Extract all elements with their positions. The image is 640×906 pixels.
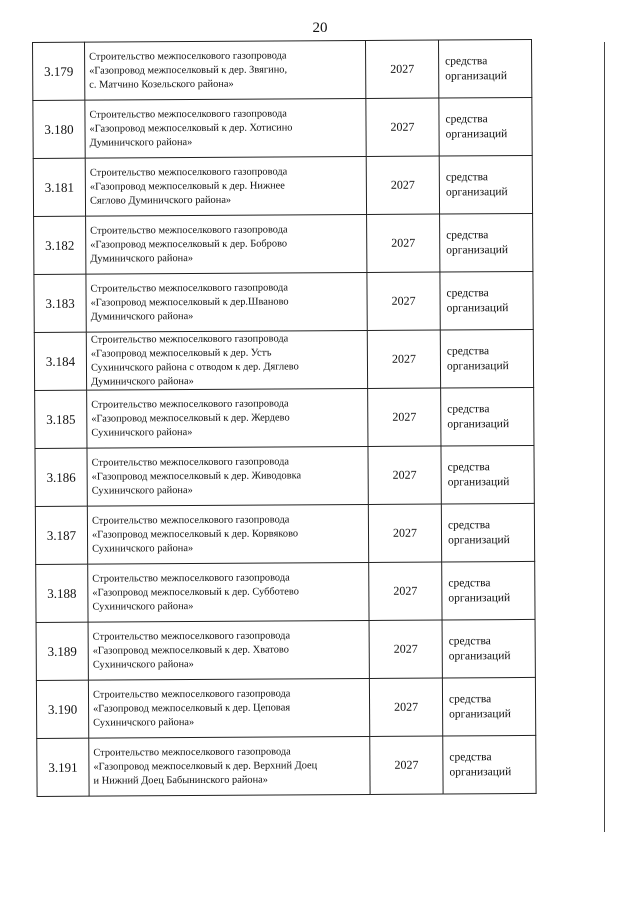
description-line: Строительство межпоселкового газопровода: [93, 745, 291, 759]
description-line: Сухиничского района»: [92, 658, 194, 671]
description-line: «Газопровод межпоселковый к дер. Корвяково: [91, 527, 299, 541]
funding-source: [442, 677, 535, 736]
item-description: [88, 678, 369, 738]
item-number: 3.183: [34, 274, 86, 332]
item-number: 3.180: [33, 100, 85, 158]
funding-source-line: средства: [448, 692, 492, 705]
description-line: Думиничского района»: [89, 136, 193, 149]
item-year: 2027: [369, 562, 442, 620]
funding-source: [442, 561, 535, 620]
description-line: «Газопровод межпоселковый к дер. Устъ: [90, 347, 272, 360]
description-line: «Газопровод межпоселковый к дер. Хватово: [92, 643, 289, 657]
table-row: [35, 387, 534, 448]
item-description: [86, 214, 367, 274]
item-description: [87, 504, 368, 564]
item-description: [87, 388, 368, 448]
item-number: 3.190: [36, 680, 88, 738]
item-year: 2027: [368, 504, 441, 562]
description-line: «Газопровод межпоселковый к дер. Нижнее: [89, 179, 285, 193]
item-year: 2027: [368, 388, 441, 446]
description-line: Строительство межпоселкового газопровода: [92, 687, 291, 701]
description-line: Думиничского района»: [91, 375, 194, 388]
description-line: с. Матчино Козельского района»: [89, 78, 234, 91]
registry-table: [32, 39, 537, 797]
description-line: Сухиничского района»: [91, 426, 193, 439]
funding-source: [438, 39, 531, 98]
funding-source-line: средства: [447, 402, 490, 415]
funding-source-line: средства: [446, 286, 489, 299]
item-number: 3.186: [35, 448, 87, 506]
funding-source: [443, 735, 536, 794]
item-number: 3.189: [36, 622, 88, 680]
description-line: «Газопровод межпоселковый к дер. Цеповая: [93, 701, 291, 715]
table-row: [36, 677, 535, 738]
table-row: [33, 97, 532, 158]
item-description: [89, 736, 370, 796]
funding-source-line: средства: [447, 460, 490, 473]
item-year: 2027: [367, 330, 440, 388]
table-row: [34, 271, 533, 332]
funding-source-line: организаций: [448, 591, 511, 604]
funding-source-line: средства: [447, 518, 491, 531]
description-line: и Нижний Доец Бабынинского района»: [93, 774, 268, 787]
item-year: 2027: [368, 446, 441, 504]
funding-source-line: организаций: [446, 243, 509, 256]
funding-source-line: средства: [445, 112, 488, 125]
table-row: [35, 503, 534, 564]
description-line: Думиничского района»: [90, 310, 194, 323]
item-year: 2027: [369, 678, 442, 736]
funding-source-line: организаций: [449, 765, 512, 778]
item-year: 2027: [369, 620, 442, 678]
table-row: [34, 213, 533, 274]
item-number: 3.181: [33, 158, 85, 216]
item-description: [85, 40, 366, 100]
item-number: 3.179: [33, 42, 85, 100]
funding-source: [441, 503, 534, 562]
funding-source-line: организаций: [446, 359, 509, 372]
item-number: 3.187: [35, 506, 87, 564]
description-line: «Газопровод межпоселковый к дер. Жердево: [91, 411, 290, 425]
item-description: [86, 272, 367, 332]
funding-source: [440, 271, 533, 330]
description-line: Строительство межпоселкового газопровода: [92, 571, 290, 585]
description-line: «Газопровод межпоселковый к дер. Верхний Доец: [93, 759, 318, 773]
description-line: Строительство межпоселкового газопровода: [91, 455, 290, 469]
funding-source-line: организаций: [448, 649, 511, 662]
item-year: 2027: [365, 40, 438, 98]
description-line: Строительство межпоселкового газопровода: [91, 513, 290, 527]
description-line: «Газопровод межпоселковый к дер.Шваново: [90, 295, 289, 309]
description-line: Сухиничского района с отводом к дер. Дяглево: [90, 360, 299, 374]
item-number: 3.191: [37, 738, 89, 796]
funding-source-line: организаций: [447, 417, 510, 430]
description-line: Сухиничского района»: [92, 542, 194, 555]
funding-source: [440, 213, 533, 272]
funding-source-line: организаций: [449, 707, 511, 720]
funding-source-line: организаций: [447, 475, 510, 488]
item-description: [85, 156, 366, 216]
item-year: 2027: [367, 272, 440, 330]
item-description: [86, 330, 367, 390]
item-description: [85, 98, 366, 158]
item-description: [87, 446, 368, 506]
item-number: 3.184: [34, 332, 86, 390]
table-row: [36, 619, 535, 680]
description-line: Строительство межпоселкового газопровода: [92, 629, 291, 643]
funding-source-line: организаций: [445, 127, 508, 140]
funding-source: [441, 445, 534, 504]
funding-source-line: средства: [448, 576, 491, 589]
item-year: 2027: [366, 156, 439, 214]
funding-source: [441, 387, 534, 446]
description-line: Строительство межпоселкового газопровода: [90, 332, 289, 346]
item-year: 2027: [370, 736, 443, 794]
description-line: «Газопровод межпоселковый к дер. Хотисино: [89, 121, 293, 135]
funding-source-line: средства: [446, 228, 489, 241]
item-description: [88, 562, 369, 622]
table-row: [35, 445, 534, 506]
funding-source-line: средства: [446, 344, 490, 357]
funding-source: [440, 329, 533, 388]
funding-source-line: средства: [445, 170, 489, 183]
funding-source-line: организаций: [445, 69, 508, 82]
item-year: 2027: [367, 214, 440, 272]
description-line: Сухиничского района»: [93, 716, 195, 729]
description-line: «Газопровод межпоселковый к дер. Звягино,: [89, 63, 288, 77]
description-line: Думиничского района»: [90, 252, 194, 265]
description-line: «Газопровод межпоселковый к дер. Боброво: [90, 237, 288, 251]
funding-source-line: организаций: [448, 533, 510, 546]
registry-table-body: [33, 39, 537, 796]
description-line: Строительство межпоселкового газопровода: [90, 281, 288, 295]
funding-source-line: организаций: [446, 301, 509, 314]
description-line: Сухиничского района»: [91, 484, 193, 497]
description-line: Строительство межпоселкового газопровода: [89, 49, 287, 63]
table-row: [33, 155, 532, 216]
funding-source-line: средства: [448, 634, 491, 647]
description-line: Строительство межпоселкового газопровода: [89, 165, 288, 179]
description-line: «Газопровод межпоселковый к дер. Субботево: [92, 585, 299, 599]
item-number: 3.182: [34, 216, 86, 274]
right-margin-rule: [604, 42, 605, 832]
funding-source-line: средства: [449, 750, 492, 763]
funding-source-line: средства: [445, 54, 488, 67]
table-row: [34, 329, 533, 390]
item-number: 3.188: [36, 564, 88, 622]
description-line: Строительство межпоселкового газопровода: [89, 107, 287, 121]
item-year: 2027: [366, 98, 439, 156]
item-number: 3.185: [35, 390, 87, 448]
description-line: Строительство межпоселкового газопровода: [90, 223, 288, 237]
table-row: [36, 561, 535, 622]
description-line: «Газопровод межпоселковый к дер. Живодовка: [91, 469, 302, 483]
funding-source: [442, 619, 535, 678]
funding-source-line: организаций: [445, 185, 508, 198]
page-number: 20: [312, 20, 328, 36]
funding-source: [439, 155, 532, 214]
table-row: [37, 735, 536, 796]
item-description: [88, 620, 369, 680]
funding-source: [439, 97, 532, 156]
table-row: [33, 39, 532, 100]
description-line: Сяглово Думиничского района»: [89, 194, 232, 207]
description-line: Строительство межпоселкового газопровода: [91, 397, 289, 411]
description-line: Сухиничского района»: [92, 600, 194, 613]
